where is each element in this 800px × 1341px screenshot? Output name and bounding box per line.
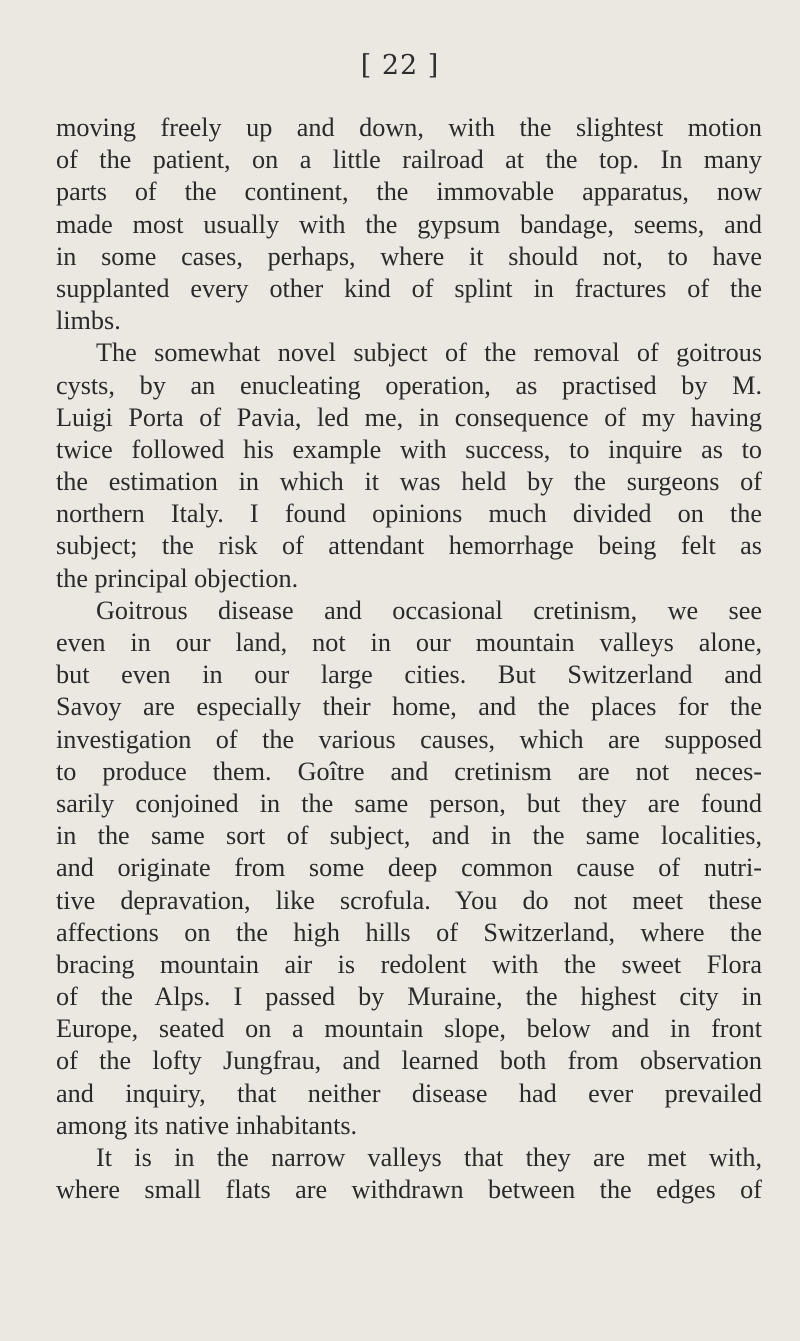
text-line: where small flats are withdrawn between the edges of	[56, 1175, 762, 1205]
text-line: to produce them. Goître and cretinism are not neces-	[56, 756, 762, 786]
text-line: cysts, by an enucleating operation, as practised by M.	[56, 370, 762, 400]
text-line: tive depravation, like scrofula. You do not meet these	[56, 885, 762, 915]
text-line: Goitrous disease and occasional cretinism, we see	[96, 595, 762, 625]
text-line: bracing mountain air is redolent with the sweet Flora	[56, 949, 762, 979]
text-line: made most usually with the gypsum bandage, seems, and	[56, 209, 762, 239]
text-line: investigation of the various causes, which are supposed	[56, 724, 762, 754]
text-line: the estimation in which it was held by the surgeons of	[56, 467, 762, 497]
text-line: and inquiry, that neither disease had ever prevailed	[56, 1078, 762, 1108]
text-line: among its native inhabitants.	[56, 1110, 358, 1140]
text-line: twice followed his example with success, to inquire as to	[56, 434, 762, 464]
paragraph	[56, 337, 762, 595]
body-text	[56, 112, 762, 1206]
text-line: in the same sort of subject, and in the same localities,	[56, 821, 762, 851]
text-line: limbs.	[56, 306, 121, 336]
text-line: of the lofty Jungfrau, and learned both from observation	[56, 1046, 762, 1076]
text-line: the principal objection.	[56, 563, 299, 593]
text-line: northern Italy. I found opinions much divided on the	[56, 499, 762, 529]
text-line: It is in the narrow valleys that they are met with,	[96, 1143, 762, 1172]
paragraph	[56, 595, 762, 1142]
text-line: Europe, seated on a mountain slope, below and in front	[56, 1014, 762, 1044]
text-line: The somewhat novel subject of the removal of goitrous	[96, 338, 762, 368]
text-line: parts of the continent, the immovable apparatus, now	[56, 177, 762, 207]
text-line: sarily conjoined in the same person, but they are found	[56, 788, 762, 818]
text-line: of the Alps. I passed by Muraine, the highest city in	[56, 982, 762, 1012]
page-number: [ 22 ]	[360, 50, 440, 81]
text-line: in some cases, perhaps, where it should not, to have	[56, 241, 762, 271]
paragraph	[56, 1142, 762, 1206]
text-line: and originate from some deep common cause of nutri-	[56, 853, 762, 883]
text-line: of the patient, on a little railroad at the top. In many	[56, 145, 762, 175]
paragraph	[56, 112, 762, 337]
text-line: moving freely up and down, with the slightest motion	[56, 113, 762, 142]
text-line: subject; the risk of attendant hemorrhage being felt as	[56, 531, 762, 561]
text-line: supplanted every other kind of splint in fractures of the	[56, 273, 762, 303]
text-line: Savoy are especially their home, and the places for the	[56, 692, 762, 722]
text-line: but even in our large cities. But Switzerland and	[56, 660, 762, 690]
text-line: even in our land, not in our mountain valleys alone,	[56, 628, 762, 657]
text-line: affections on the high hills of Switzerland, where the	[56, 917, 762, 947]
text-line: Luigi Porta of Pavia, led me, in consequence of my having	[56, 402, 762, 432]
